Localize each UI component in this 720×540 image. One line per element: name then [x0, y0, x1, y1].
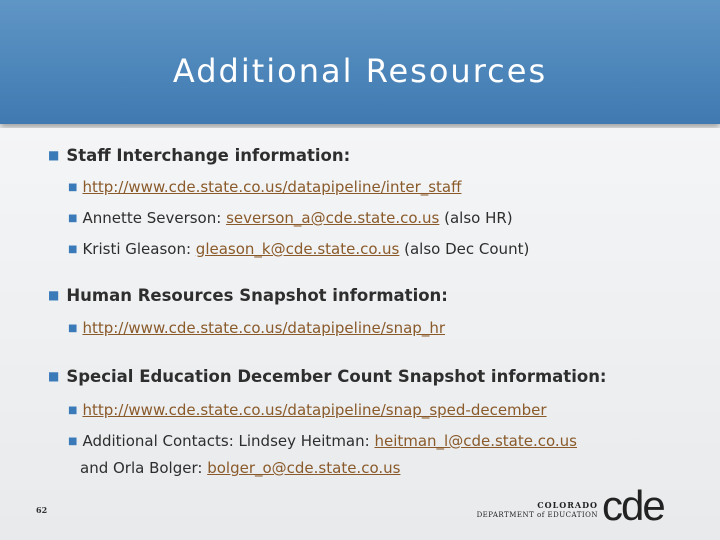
- list-item: ■ Annette Severson: severson_a@cde.state.co.us (also HR): [68, 209, 513, 227]
- list-item: [68, 178, 461, 196]
- section-heading-sped-snapshot: ■ Special Education December Count Snapshot information:: [48, 367, 607, 386]
- email-link-gleason[interactable]: gleason_k@cde.state.co.us: [195, 240, 400, 258]
- square-bullet-icon: ■: [48, 288, 60, 302]
- logo-text-department: DEPARTMENT of EDUCATION: [476, 511, 598, 519]
- slide-title: Additional Resources: [172, 52, 548, 90]
- square-bullet-icon: ■: [68, 405, 78, 416]
- square-bullet-icon: ■: [48, 148, 60, 162]
- list-item: [68, 401, 547, 419]
- logo-text-colorado: COLORADO: [537, 500, 598, 510]
- square-bullet-icon: ■: [68, 244, 78, 255]
- link-snap-sped-december[interactable]: http://www.cde.state.co.us/datapipeline/snap_sped-december: [82, 401, 547, 419]
- link-inter-staff[interactable]: http://www.cde.state.co.us/datapipeline/inter_staff: [82, 178, 462, 196]
- list-item: ■ Kristi Gleason: gleason_k@cde.state.co.us (also Dec Count): [68, 240, 530, 258]
- email-link-severson[interactable]: severson_a@cde.state.co.us: [226, 209, 440, 227]
- slide-header: [0, 0, 720, 124]
- email-link-heitman[interactable]: heitman_l@cde.state.co.us: [374, 432, 577, 450]
- square-bullet-icon: ■: [68, 436, 78, 447]
- page-number: 62: [36, 505, 48, 515]
- link-snap-hr[interactable]: http://www.cde.state.co.us/datapipeline/snap_hr: [82, 319, 445, 337]
- square-bullet-icon: ■: [68, 213, 78, 224]
- cde-logo-icon: [602, 488, 694, 524]
- square-bullet-icon: ■: [48, 369, 60, 383]
- email-link-bolger[interactable]: bolger_o@cde.state.co.us: [207, 459, 401, 477]
- square-bullet-icon: ■: [68, 323, 78, 334]
- section-heading-hr-snapshot: ■ Human Resources Snapshot information:: [48, 286, 448, 305]
- list-item-continuation: and Orla Bolger: bolger_o@cde.state.co.us: [80, 459, 401, 477]
- list-item: ■ Additional Contacts: Lindsey Heitman: heitman_l@cde.state.co.us: [68, 432, 577, 450]
- svg-text:cde: cde: [602, 488, 664, 524]
- list-item: [68, 319, 445, 337]
- square-bullet-icon: ■: [68, 182, 78, 193]
- section-heading-staff-interchange: ■ Staff Interchange information:: [48, 146, 351, 165]
